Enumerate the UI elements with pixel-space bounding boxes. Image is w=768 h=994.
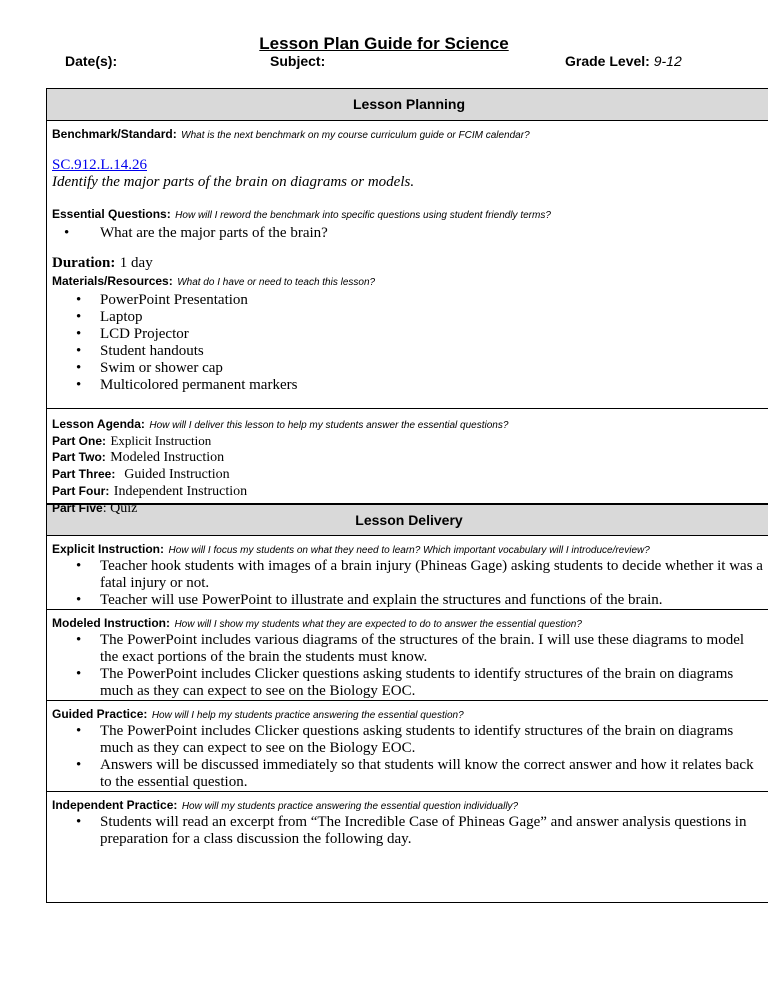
agenda-part-value: Explicit Instruction <box>110 433 212 448</box>
guided-item-text: The PowerPoint includes Clicker questions asking students to identify structures of the brain on diagrams much as they can expect to see on the Biology EOC. <box>100 723 734 756</box>
materials-item <box>52 326 766 343</box>
guided-item-text: Answers will be discussed immediately so that students will know the correct answer and how it relates back to the essential question. <box>100 757 754 790</box>
materials-item <box>52 377 766 394</box>
bullet-icon: • <box>76 723 82 739</box>
explicit-item <box>52 592 766 609</box>
essential-list <box>52 225 766 242</box>
modeled-label: Modeled Instruction: <box>52 616 170 630</box>
bullet-icon: • <box>76 360 82 376</box>
bullet-icon: • <box>76 326 82 342</box>
independent-item-text: Students will read an excerpt from “The Incredible Case of Phineas Gage” and answer analysis questions in preparation for a class discussion the following day. <box>100 814 747 847</box>
bullet-icon: • <box>76 666 82 682</box>
bullet-icon: • <box>76 558 82 574</box>
modeled-item <box>52 632 766 666</box>
agenda-part-label: Part One: <box>52 434 107 448</box>
guided-hint: How will I help my students practice answering the essential question? <box>151 710 464 721</box>
agenda-part-value: : Quiz <box>102 501 138 516</box>
agenda-part-label: Part Five <box>52 501 103 515</box>
materials-item-text: Student handouts <box>100 343 204 359</box>
lesson-delivery-header: Lesson Delivery <box>47 504 768 536</box>
explicit-item-text: Teacher will use PowerPoint to illustrate and explain the structures and functions of the brain. <box>100 592 663 608</box>
agenda-part-value: Modeled Instruction <box>110 450 225 465</box>
modeled-item-text: The PowerPoint includes Clicker questions asking students to identify structures of the brain on diagrams much as they can expect to see on the Biology EOC. <box>100 666 734 699</box>
materials-item <box>52 360 766 377</box>
bullet-icon: • <box>76 292 82 308</box>
agenda-part-value: Independent Instruction <box>113 484 248 499</box>
materials-item <box>52 343 766 360</box>
materials-item-text: PowerPoint Presentation <box>100 292 248 308</box>
bullet-icon: • <box>76 757 82 773</box>
materials-item <box>52 309 766 326</box>
bullet-icon: • <box>76 632 82 648</box>
agenda-part-label: Part Four: <box>52 484 110 498</box>
lesson-planning-header: Lesson Planning <box>47 89 768 121</box>
independent-hint: How will my students practice answering the essential question individually? <box>181 801 519 812</box>
agenda-part <box>52 449 766 466</box>
grade-label: Grade Level: <box>565 53 650 69</box>
agenda-part-label: Part Two: <box>52 450 106 464</box>
lesson-planning-box <box>46 88 768 903</box>
bullet-icon: • <box>64 225 70 241</box>
agenda-hint: How will I deliver this lesson to help my students answer the essential questions? <box>149 420 509 431</box>
explicit-list <box>52 558 766 609</box>
essential-item <box>52 225 766 242</box>
explicit-hint: How will I focus my students on what they need to learn? Which important vocabulary will I introduce/review? <box>168 545 650 556</box>
guided-list <box>52 723 766 791</box>
agenda-part <box>52 466 766 483</box>
modeled-item <box>52 666 766 700</box>
agenda-part <box>52 483 766 500</box>
bullet-icon: • <box>76 309 82 325</box>
agenda-section <box>47 409 768 516</box>
modeled-item-text: The PowerPoint includes various diagrams of the structures of the brain. I will use these diagrams to model the exact portions of the brain the students must know. <box>100 632 745 665</box>
bullet-icon: • <box>76 377 82 393</box>
essential-item-text: What are the major parts of the brain? <box>100 225 328 241</box>
materials-item <box>52 292 766 309</box>
subject-label: Subject: <box>270 53 326 69</box>
explicit-item-text: Teacher hook students with images of a brain injury (Phineas Gage) asking students to decide whether it was a fatal injury or not. <box>100 558 763 591</box>
guided-item <box>52 723 766 757</box>
grade-level <box>565 53 682 69</box>
benchmark-label: Benchmark/Standard: <box>52 127 177 141</box>
independent-section <box>47 792 768 902</box>
essential-label: Essential Questions: <box>52 207 171 221</box>
bullet-icon: • <box>76 343 82 359</box>
independent-label: Independent Practice: <box>52 798 178 812</box>
agenda-part <box>52 433 766 449</box>
explicit-label: Explicit Instruction: <box>52 542 165 556</box>
materials-item-text: Swim or shower cap <box>100 360 223 376</box>
date-label: Date(s): <box>65 53 118 69</box>
explicit-section <box>47 536 768 610</box>
benchmark-code-link[interactable]: SC.912.L.14.26 <box>52 157 148 173</box>
agenda-part-label: Part Three: <box>52 467 116 481</box>
guided-section <box>47 701 768 792</box>
page-title: Lesson Plan Guide for Science <box>259 34 509 53</box>
explicit-item <box>52 558 766 592</box>
bullet-icon: • <box>76 814 82 830</box>
benchmark-hint: What is the next benchmark on my course curriculum guide or FCIM calendar? <box>181 130 530 141</box>
materials-item-text: Laptop <box>100 309 143 325</box>
bullet-icon: • <box>76 592 82 608</box>
independent-list <box>52 814 766 848</box>
modeled-section <box>47 610 768 701</box>
modeled-hint: How will I show my students what they are expected to do to answer the essential question? <box>174 619 582 630</box>
benchmark-section <box>47 121 768 409</box>
benchmark-text: Identify the major parts of the brain on diagrams or models. <box>52 174 415 190</box>
materials-item-text: Multicolored permanent markers <box>100 377 298 393</box>
duration-label: Duration: <box>52 255 116 271</box>
guided-label: Guided Practice: <box>52 707 148 721</box>
materials-item-text: LCD Projector <box>100 326 189 342</box>
materials-list <box>52 292 766 394</box>
modeled-list <box>52 632 766 700</box>
materials-label: Materials/Resources: <box>52 274 173 288</box>
agenda-label: Lesson Agenda: <box>52 417 145 431</box>
agenda-part-value: Guided Instruction <box>124 467 230 482</box>
independent-item <box>52 814 766 848</box>
essential-hint: How will I reword the benchmark into specific questions using student friendly terms? <box>175 210 551 221</box>
grade-value: 9-12 <box>653 53 682 69</box>
materials-hint: What do I have or need to teach this lesson? <box>177 277 376 288</box>
duration-value: 1 day <box>119 255 153 271</box>
guided-item <box>52 757 766 791</box>
